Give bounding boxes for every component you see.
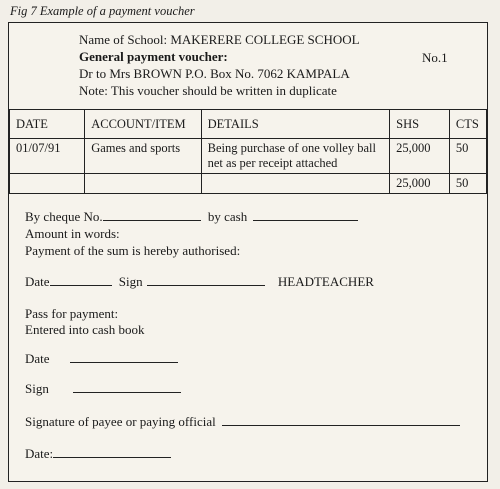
date-label: Date — [25, 274, 50, 289]
authorise-sign-line — [25, 274, 374, 290]
authorise-date-field[interactable] — [50, 274, 112, 286]
cheque-line — [25, 209, 358, 225]
cash-amount-field[interactable] — [253, 209, 358, 221]
payee-signature-line — [25, 414, 460, 430]
payee-line: Dr to Mrs BROWN P.O. Box No. 7062 KAMPALA — [79, 66, 350, 81]
amount-words-label: Amount in words: — [25, 226, 120, 241]
cheque-label: By cheque No. — [25, 209, 103, 224]
payee-signature-label: Signature of payee or paying official — [25, 414, 216, 429]
figure-caption: Fig 7 Example of a payment voucher — [10, 4, 195, 18]
pass-sign-field[interactable] — [73, 381, 181, 393]
table-header-row — [10, 110, 487, 139]
pass-date-label: Date — [25, 351, 50, 366]
final-date-label: Date: — [25, 446, 54, 461]
row-date: 01/07/91 — [10, 139, 85, 174]
table-row — [10, 139, 487, 174]
col-shs: SHS — [390, 110, 450, 139]
pass-sign-label: Sign — [25, 381, 49, 396]
voucher-title: General payment voucher: — [79, 49, 228, 64]
cash-label: by cash — [207, 209, 248, 224]
school-name: Name of School: MAKERERE COLLEGE SCHOOL — [79, 32, 360, 47]
payment-voucher — [8, 22, 488, 482]
authorise-sign-field[interactable] — [147, 274, 265, 286]
total-row — [10, 174, 487, 194]
total-shs: 25,000 — [390, 174, 450, 194]
row-account: Games and sports — [85, 139, 201, 174]
duplicate-note: Note: This voucher should be written in duplicate — [79, 83, 337, 98]
pass-date-line — [25, 351, 178, 367]
col-cts: CTS — [449, 110, 486, 139]
row-shs: 25,000 — [390, 139, 450, 174]
col-account: ACCOUNT/ITEM — [85, 110, 201, 139]
pass-sign-line — [25, 381, 181, 397]
voucher-header — [79, 31, 360, 99]
pass-date-field[interactable] — [70, 351, 178, 363]
headteacher-label: HEADTEACHER — [277, 274, 374, 289]
row-details: Being purchase of one volley ball net as per receipt attached — [201, 139, 390, 174]
voucher-number: No.1 — [422, 50, 448, 65]
col-details: DETAILS — [201, 110, 390, 139]
row-cts: 50 — [449, 139, 486, 174]
final-date-line — [25, 446, 171, 462]
final-date-field[interactable] — [53, 446, 171, 458]
sign-label: Sign — [118, 274, 143, 289]
items-table — [9, 109, 487, 194]
pass-payment-label: Pass for payment: — [25, 306, 119, 321]
cheque-number-field[interactable] — [103, 209, 201, 221]
col-date: DATE — [10, 110, 85, 139]
authorised-label: Payment of the sum is hereby authorised: — [25, 243, 241, 258]
payee-signature-field[interactable] — [222, 414, 460, 426]
total-cts: 50 — [449, 174, 486, 194]
cash-book-label: Entered into cash book — [25, 322, 145, 337]
